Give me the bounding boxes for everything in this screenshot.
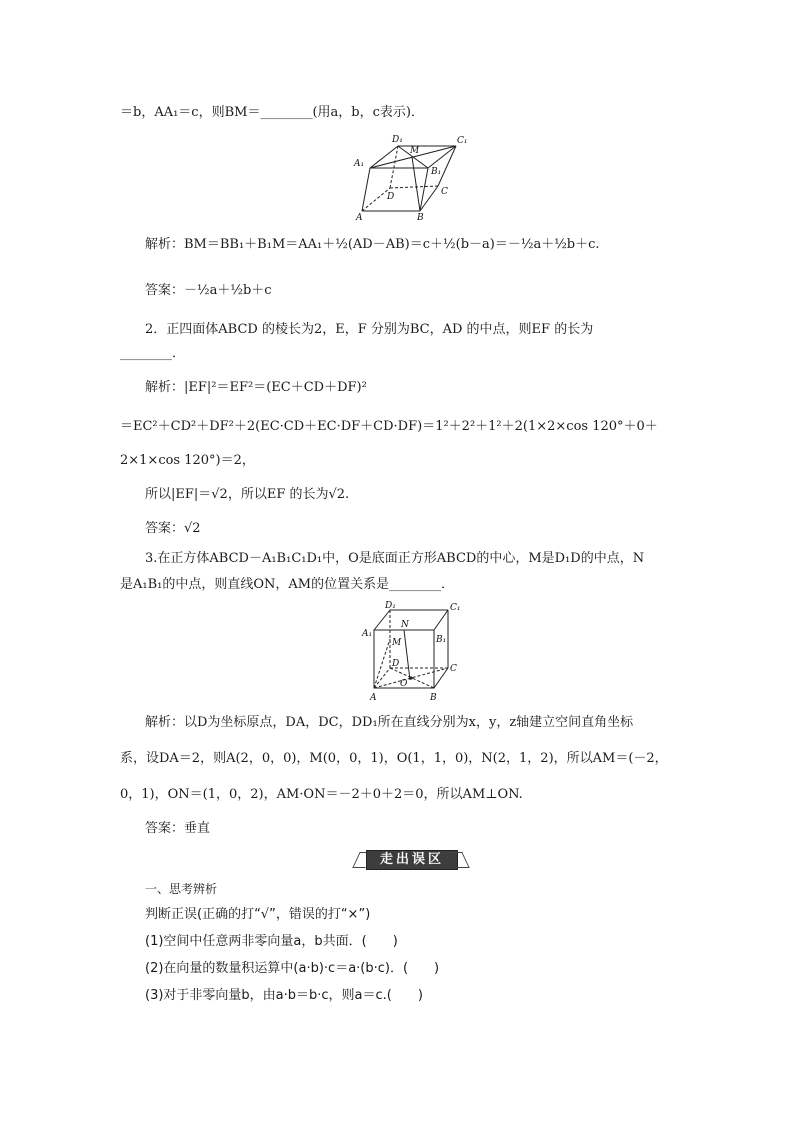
q1-stem: ＝b，AA₁＝c，则BM＝________(用a，b，c表示)． [120,105,424,120]
label-M: M [410,146,420,156]
q2-analysis-4: 所以|EF|＝√2，所以EF 的长为√2. [145,487,350,502]
q2-stem-1: 2．正四面体ABCD 的棱长为2，E，F 分别为BC，AD 的中点，则EF 的长为 [145,322,594,337]
q3-analysis-3: 0，1)，ON＝(1，0，2)，AM·ON＝－2＋0＋2＝0，所以AM⊥ON. [120,787,523,802]
q2-analysis-2: ＝EC²＋CD²＋DF²＋2(EC·CD＋EC·DF＋CD·DF)＝1²＋2²＋1²＋2(1×2×cos 120°＋0＋ [120,419,658,434]
section-banner [356,848,466,870]
q2-stem-2: ________． [120,346,186,361]
label-A: A [356,213,363,223]
section-subheading: 一、思考辨析 [145,882,218,896]
cube-label-B: B [430,693,437,703]
cube-label-A1: A₁ [362,629,373,639]
q2-answer: 答案：√2 [145,521,201,536]
cube-label-B1: B₁ [436,635,447,645]
label-C: C [441,187,448,197]
cube-label-A: A [370,693,377,703]
banner-title: 走出误区 [366,850,458,870]
label-B: B [417,213,424,223]
label-B1: B₁ [431,167,442,177]
label-C1: C₁ [457,136,468,146]
cube-label-C: C [450,664,457,674]
cube-label-N: N [401,620,409,630]
q3-stem-1: 3.在正方体ABCD－A₁B₁C₁D₁中，O是底面正方形ABCD的中心，M是D₁D的中点，N [145,551,645,566]
judge-item-1: (1)空间中任意两非零向量a，b共面．( ) [145,934,398,949]
cube-label-C1: C₁ [450,603,461,613]
label-A1: A₁ [354,159,365,169]
cube-label-O: O [400,679,408,689]
q3-answer: 答案：垂直 [145,821,211,836]
q1-answer: 答案：－½a＋½b＋c [145,283,272,298]
label-D: D [387,192,395,202]
cube-label-M: M [392,638,402,648]
label-D1: D₁ [392,135,403,145]
q1-parallelepiped-figure [350,132,480,224]
q3-cube-figure [360,600,470,710]
cube-label-D1: D₁ [385,601,396,611]
q3-stem-2: 是A₁B₁的中点，则直线ON，AM的位置关系是________． [120,577,455,592]
q2-analysis-3: 2×1×cos 120°)＝2， [120,453,255,468]
cube-label-D: D [392,659,400,669]
q1-analysis: 解析：BM＝BB₁＋B₁M＝AA₁＋½(AD－AB)＝c＋½(b－a)＝－½a＋½b＋c. [145,237,600,252]
section-instruction: 判断正误(正确的打“√”，错误的打“×”) [145,907,371,922]
judge-item-3: (3)对于非零向量b，由a·b＝b·c，则a＝c.( ) [145,988,423,1003]
q2-analysis-1: 解析：|EF|²＝EF²＝(EC＋CD＋DF)² [145,380,367,395]
q3-analysis-2: 系，设DA＝2，则A(2，0，0)，M(0，0，1)，O(1，1，0)，N(2，1，2)，所以AM＝(－2， [120,751,668,766]
q3-analysis-1: 解析：以D为坐标原点，DA，DC，DD₁所在直线分别为x，y，z轴建立空间直角坐标 [145,715,634,730]
judge-item-2: (2)在向量的数量积运算中(a·b)·c＝a·(b·c)．( ) [145,961,440,976]
